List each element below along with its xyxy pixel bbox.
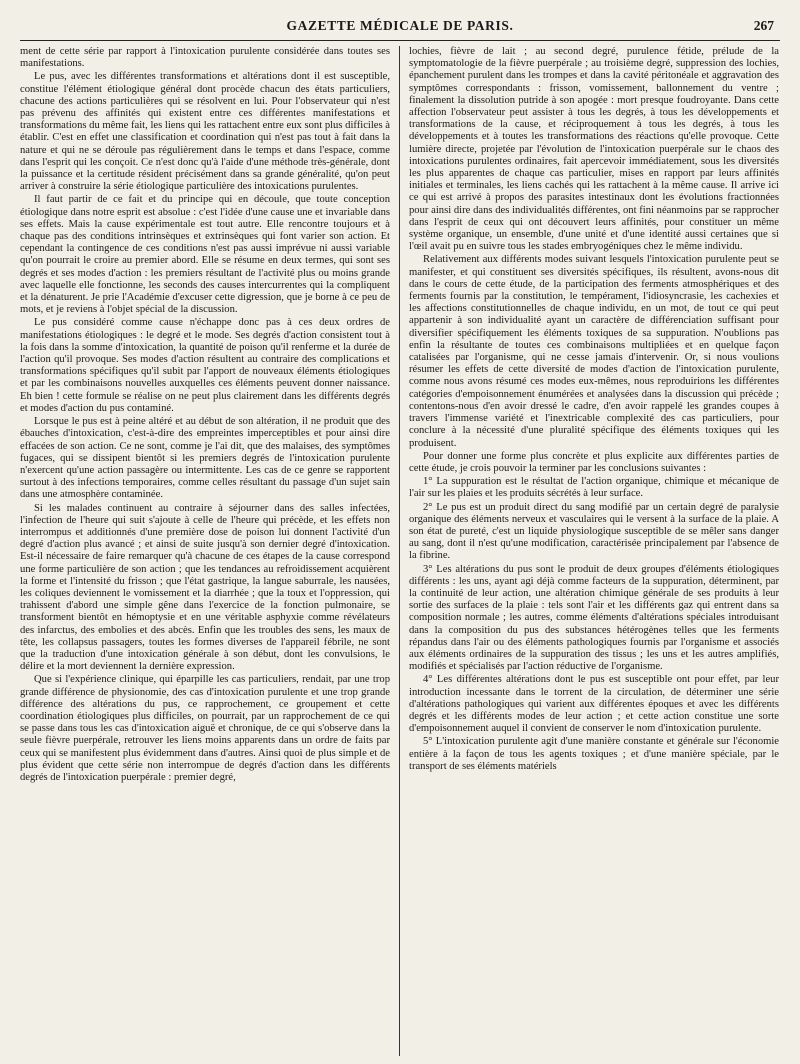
left-column (20, 46, 399, 1056)
paragraph: Lorsque le pus est à peine altéré et au début de son altération, il ne produit que des ébauches d'intoxication, c'est-à-dire des empreintes imperceptibles et pour ainsi dire effacées de son action. Ce ne sont, comme je l'ai dit, que des malaises, des symptômes fugaces, qui se dissipent bientôt si les premiers degrés de l'intoxication purulente n'exercent qu'une action passagère ou intermittente. Les cas de ce genre se rapportent surtout à des infections temporaires, comme celles résultant du passage d'un sujet sain dans une atmosphère contaminée. (20, 416, 390, 501)
paragraph: 4° Les différentes altérations dont le pus est susceptible ont pour effet, par leur introduction incessante dans le torrent de la circulation, de déterminer une série d'altérations pathologiques qui varient aux différentes époques et avec les différents degrés et les différents modes de leur action ; et cette action constitue une sorte d'empoisonnement auquel il convient de conserver le nom d'intoxication purulente. (409, 674, 779, 735)
paragraph: ment de cette série par rapport à l'intoxication purulente considérée dans toutes ses manifestations. (20, 46, 390, 70)
paragraph: 5° L'intoxication purulente agit d'une manière constante et générale sur l'économie entière à la façon de tous les agents toxiques ; et d'une manière spéciale, par le transport de ses éléments matériels (409, 736, 779, 772)
paragraph: lochies, fièvre de lait ; au second degré, purulence fétide, prélude de la symptomatologie de la fièvre puerpérale ; au troisième degré, suppression des lochies, épanchement purulent dans les trompes et dans la cavité péritonéale et aggravation des symptômes correspondants : frisson, vomissement, ballonnement du ventre ; finalement la dissolution putride à son apogée : mort presque foudroyante. Dans cette affection l'observateur peut assister à tous les degrés, à tous les développements et transformations de la cause, et réciproquement à tous les degrés, à tous les développements et à toutes les transformations des réactions qu'elle provoque. Cette lumière directe, projetée par l'évolution de l'intoxication puerpérale sur le chaos des intoxications purulentes ordinaires, fait apercevoir immédiatement, sous les diversités les plus apparentes de chaque cas particulier, mises en rapport par leurs affinités initiales et terminales, les liens cachés qui les rattachent à la même cause. Il arrive ici ce qui est arrivé à propos des parasites intestinaux dont les évolutions fractionnées pour ainsi dire dans des individualités différentes, ont fini néanmoins par se rapprocher dans l'esprit de ceux qui ont découvert leurs affinités, pour constituer un même système organique, un ensemble, d'une unité et d'une identité aussi certaines que si l'œil avait pu en suivre tous les stades embryogéniques chez le même individu. (409, 46, 779, 253)
page-number: 267 (753, 18, 774, 33)
paragraph: 3° Les altérations du pus sont le produit de deux groupes d'éléments étiologiques différents : les uns, ayant agi déjà comme facteurs de la suppuration, déterminent, par la continuité de leur action, une altération chimique générale de ses produits à leur sortie des surfaces de la plaie : tels sont l'air et les différents gaz qui entrent dans sa composition normale ; les autres, comme éléments d'altérations spéciales introduisant dans la composition du pus des substances hétérogènes telles que les ferments répandus dans l'air ou des éléments pathologiques fournis par l'organisme et associés aux éléments ordinaires de la suppuration des tissus ; les uns et les autres amplifiés, modifiés et spécialisés par l'action réductive de l'organisme. (409, 563, 779, 673)
right-column (400, 46, 779, 1056)
paragraph: Le pus, avec les différentes transformations et altérations dont il est susceptible, constitue l'élément étiologique général dont procède chacun des états particuliers, chacune des actions particulières qui se résolvent en lui. Pour l'observateur qui n'est pas prévenu des affinités qui existent entre ces différentes manifestations et transformations du même fait, les liens qui les rattachent entre eux sont plus difficiles à établir. C'est en effet une classification et coordination qui n'est pas tout à fait dans la nature et qui ne se déroule pas régulièrement dans le temps et dans l'espace, comme dans l'esprit qui les conçoit. Ce n'est donc qu'à l'aide d'une méthode très-générale, dont la puissance et la certitude résident précisément dans sa grande généralité, qu'on peut arriver à construire la série étiologique particulière des intoxications purulentes. (20, 71, 390, 193)
paragraph: Le pus considéré comme cause n'échappe donc pas à ces deux ordres de manifestations étiologiques : le degré et le mode. Ses degrés d'action consistent tout à la fois dans la somme d'intoxication, la quantité de poison qu'il renferme et la durée de l'action qu'il provoque. Ses modes d'action résultent au contraire des complications et transformations spécifiques qu'il subit par l'apport de nouveaux éléments étiologiques et par les combinaisons nouvelles auxquelles ces éléments peuvent donner naissance. Eh bien ! cette formule se réalise on ne peut plus clairement dans les différents degrés et modes d'action du pus contaminé. (20, 317, 390, 414)
paragraph: Que si l'expérience clinique, qui éparpille les cas particuliers, rendait, par une trop grande différence de physionomie, des cas d'intoxication purulente et une trop grande différence des altérations du pus, ce rapprochement, ce groupement et cette coordination étiologiques plus difficiles, on pourrait, par un rapprochement de ce qui se passe dans tous les cas d'intoxication aiguë et chronique, de ce qui s'observe dans la seule fièvre puerpérale, retrouver les liens moins apparents dans un ordre de faits par ceux qui se manifestent plus évidemment dans d'autres. Ainsi quoi de plus simple et de plus évident que cette série non interrompue de degrés d'action dans les différents degrés de l'intoxication puerpérale : premier degré, (20, 674, 390, 783)
paragraph: Il faut partir de ce fait et du principe qui en découle, que toute conception étiologique dans notre esprit est absolue : c'est l'idée d'une cause une et invariable dans ses effets. Mais la cause expérimentale est tout autre. Elle rencontre toujours et à chaque pas des conditions intrinsèques et extrinsèques qui font varier son action. Et cependant la contingence de ces conditions n'est pas aussi imprévue ni aussi variable qu'on pourrait le croire au premier abord. Elle se résume en deux termes, qui sont ses degrés et ses modes d'action : les premiers résultant de l'activité plus ou moins grande avec laquelle elle fonctionne, les seconds des causes intercurrentes qui la compliquent et la dénaturent. Je prie l'Académie d'excuser cette digression, que je borne à ce peu de mots, et je reviens à l'objet spécial de la discussion. (20, 194, 390, 316)
journal-title: GAZETTE MÉDICALE DE PARIS. (286, 18, 514, 33)
paragraph: 2° Le pus est un produit direct du sang modifié par un certain degré de paralysie organique des éléments nerveux et vasculaires qui le versent à la surface de la plaie. A son état de pureté, c'est un liquide physiologique susceptible de se mêler sans danger au sang, dont il n'est qu'une modification, caractérisée principalement par l'absence de la fibrine. (409, 501, 779, 562)
page-header (20, 18, 780, 41)
paragraph: Si les malades continuent au contraire à séjourner dans des salles infectées, l'infection de l'heure qui suit s'ajoute à celle de l'heure qui précède, et les effets non interrompus et additionnés d'une première dose de poison lui donnent l'activité d'un degré d'action plus avancé ; et ainsi de suite jusqu'à son dernier degré d'intoxication. Est-il nécessaire de faire remarquer qu'à chacune de ces étapes de la cause correspond une forme particulière de son action ; que les tendances au refroidissement acquièrent la forme et l'intensité du frisson ; que l'état gastrique, la langue saburrale, les nausées, les coliques deviennent le vomissement et la diarrhée ; que la toux et l'oppression, qui trahissent d'abord une simple gêne dans l'exercice de la fonction pulmonaire, se transforment bientôt en hémoptysie et en une véritable asphyxie comme révélateurs des infarctus, des embolies et des abcès. Enfin que les troubles des sens, les maux de tête, les collapsus passagers, toutes les formes diverses de l'appareil fébrile, ne sont que la traduction d'une intoxication générale à son début, dont les convulsions, le délire et la mort deviennent la dernière expression. (20, 502, 390, 673)
paragraph: Pour donner une forme plus concrète et plus explicite aux différentes parties de cette étude, je crois pouvoir la terminer par les conclusions suivantes : (409, 450, 779, 474)
paragraph: 1° La suppuration est le résultat de l'action organique, chimique et mécanique de l'air sur les plaies et les produits sécrétés à leur surface. (409, 476, 779, 500)
text-columns (20, 46, 780, 1056)
paragraph: Relativement aux différents modes suivant lesquels l'intoxication purulente peut se manifester, et qui constituent ses diversités spécifiques, ils résultent, avons-nous dit dans le cours de cette étude, de la participation des ferments atmosphériques et des ferments fournis par la constitution, le tempérament, l'idiosyncrasie, les cachexies et les affections constitutionnelles de chaque individu, en un mot, de tout ce qui peut appartenir à son individualité ayant un caractère de différenciation suffisant pour diversifier spécifiquement les éléments toxiques de sa suppuration. N'oublions pas enfin la résultante de toutes ces combinaisons multipliées et en quelque façon catalisées par l'organisme, qui ne cesse jamais d'intervenir. Or, si nous voulions résumer les effets de cette diversité de modes d'action de l'intoxication purulente, comme nous avons résumé ces modes eux-mêmes, nous reproduirions les différentes catégories d'empoisonnement énumérées et analysées dans la discussion qui précède ; contentons-nous d'en avoir dressé le cadre, d'en avoir rappelé les grandes coupes à travers l'immense variété et l'inextricable complexité des cas particuliers, pour conclure à la nécessité d'une pluralité spécifique des éléments toxiques qui les produisent. (409, 254, 779, 449)
